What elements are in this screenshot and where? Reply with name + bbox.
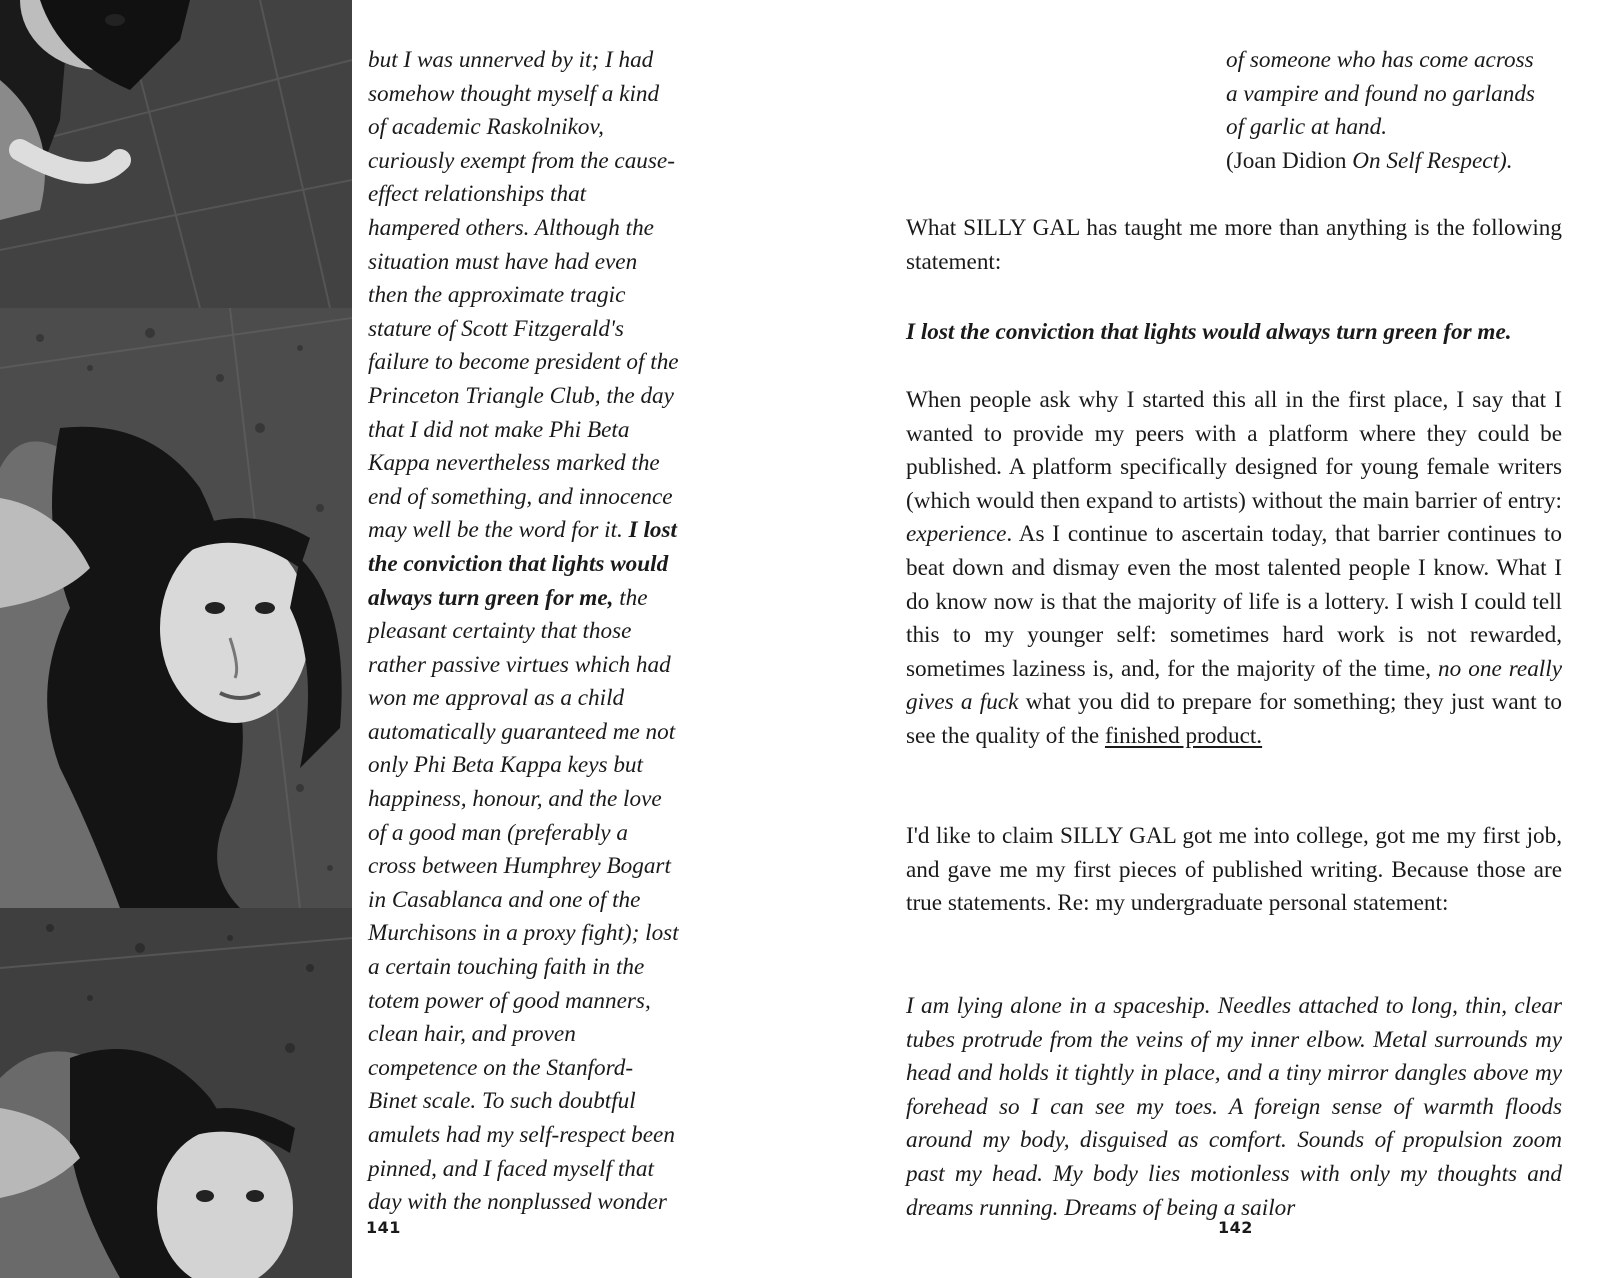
- bold-phrase: always turn green for me,: [368, 584, 614, 611]
- text-run: the: [613, 584, 648, 611]
- paragraph-statement: [906, 316, 1562, 350]
- emphasis: experience: [906, 521, 1007, 548]
- text-line: pleasant certainty that those: [368, 618, 632, 645]
- paragraph-intro: [906, 212, 1562, 279]
- text-line: [368, 514, 708, 548]
- underlined-phrase: finished product.: [1104, 722, 1263, 749]
- text-line: stature of Scott Fitzgerald's: [368, 315, 624, 342]
- text-line: day with the nonplussed wonder: [368, 1189, 667, 1216]
- portrait-photo-2: [0, 308, 352, 908]
- text-line: [368, 582, 708, 616]
- text-line: of someone who has come across: [1226, 47, 1534, 73]
- text-line: curiously exempt from the cause-: [368, 147, 675, 174]
- text-run: what you did to prepare for something; they just want to see the quality of the: [906, 689, 1563, 749]
- text-line: clean hair, and proven: [368, 1021, 576, 1048]
- portrait-photo-1: [0, 0, 352, 308]
- quote-continuation: [1226, 44, 1566, 178]
- text-run: may well be the word for it.: [368, 517, 629, 544]
- text-line: won me approval as a child: [368, 685, 625, 712]
- text-line: happiness, honour, and the love: [368, 786, 662, 813]
- citation: [1226, 145, 1566, 179]
- left-page-text: [368, 44, 708, 1220]
- citation-author: (Joan Didion: [1226, 147, 1353, 174]
- text-line: effect relationships that: [368, 181, 587, 208]
- text-line: that I did not make Phi Beta: [368, 416, 630, 443]
- text-line: then the approximate tragic: [368, 282, 626, 309]
- text-line: competence on the Stanford-: [368, 1054, 634, 1081]
- text-line: a certain touching faith in the: [368, 954, 645, 981]
- bold-phrase: I lost: [628, 517, 677, 544]
- text-line: pinned, and I faced myself that: [368, 1155, 654, 1182]
- text-line: situation must have had even: [368, 248, 638, 275]
- text-line: totem power of good manners,: [368, 987, 651, 1014]
- paragraph-platform: [906, 384, 1562, 754]
- paragraph: [906, 384, 1562, 754]
- photo-strip: [0, 0, 352, 1278]
- text-line: Murchisons in a proxy fight); lost: [368, 920, 679, 947]
- text-line: Kappa nevertheless marked the: [368, 450, 660, 477]
- text-line: hampered others. Although the: [368, 214, 654, 241]
- text-run: When people ask why I started this all in the first place, I say that I wanted to provide my peers with a platform where they could be published. A platform specifically designed for young female writers (which would then expand to artists) without the main barrier of entry:: [906, 387, 1562, 514]
- text-line: somehow thought myself a kind: [368, 80, 660, 107]
- paragraph: What SILLY GAL has taught me more than anything is the following statement:: [906, 215, 1562, 275]
- text-line: end of something, and innocence: [368, 483, 673, 510]
- text-line: Binet scale. To such doubtful: [368, 1088, 636, 1115]
- paragraph-spaceship: [906, 990, 1562, 1225]
- text-line: of a good man (preferably a: [368, 819, 628, 846]
- text-line: cross between Humphrey Bogart: [368, 853, 671, 880]
- text-line: in Casablanca and one of the: [368, 886, 641, 913]
- text-line: amulets had my self-respect been: [368, 1122, 675, 1148]
- text-run: . As I continue to ascertain today, that barrier continues to beat down and dismay even the most talented people I know. What I do know now is that the majority of life is a lottery. I wish I could tell this to my younger self: sometimes hard work is not rewarded, sometimes laziness is, and, for the majority of the time,: [906, 521, 1562, 682]
- emphasis: no one really gives a fuck: [906, 655, 1562, 716]
- text-line: failure to become president of the: [368, 349, 679, 376]
- paragraph: I'd like to claim SILLY GAL got me into college, got me my first job, and gave me my first pieces of published writing. Because those are true statements. Re: my undergraduate personal statement:: [906, 823, 1562, 917]
- text-line: rather passive virtues which had: [368, 651, 671, 678]
- text-line: of academic Raskolnikov,: [368, 114, 604, 141]
- text-line: but I was unnerved by it; I had: [368, 47, 654, 73]
- text-line: only Phi Beta Kappa keys but: [368, 752, 643, 779]
- text-line: Princeton Triangle Club, the day: [368, 382, 674, 409]
- bold-phrase: the conviction that lights would: [368, 550, 669, 577]
- paragraph: I am lying alone in a spaceship. Needles attached to long, thin, clear tubes protrude from the veins of my inner elbow. Metal surrounds my head and holds it tightly in place, and a tiny mirror dangles above my forehead so I can see my toes. A foreign sense of warmth floods around my body, disguised as comfort. Sounds of propulsion zoom past my head. My body lies motionless with only my thoughts and dreams running. Dreams of being a sailor: [906, 993, 1562, 1221]
- text-line: automatically guaranteed me not: [368, 718, 676, 745]
- text-line: [368, 548, 708, 582]
- portrait-photo-3: [0, 908, 352, 1278]
- citation-title: On Self Respect).: [1352, 147, 1513, 174]
- key-statement: I lost the conviction that lights would always turn green for me.: [906, 319, 1512, 345]
- paragraph-college: [906, 820, 1562, 921]
- page-number-left: 141: [366, 1218, 401, 1237]
- text-line: of garlic at hand.: [1226, 114, 1388, 141]
- text-line: a vampire and found no garlands: [1226, 80, 1535, 107]
- page-number-right: 142: [1218, 1218, 1253, 1237]
